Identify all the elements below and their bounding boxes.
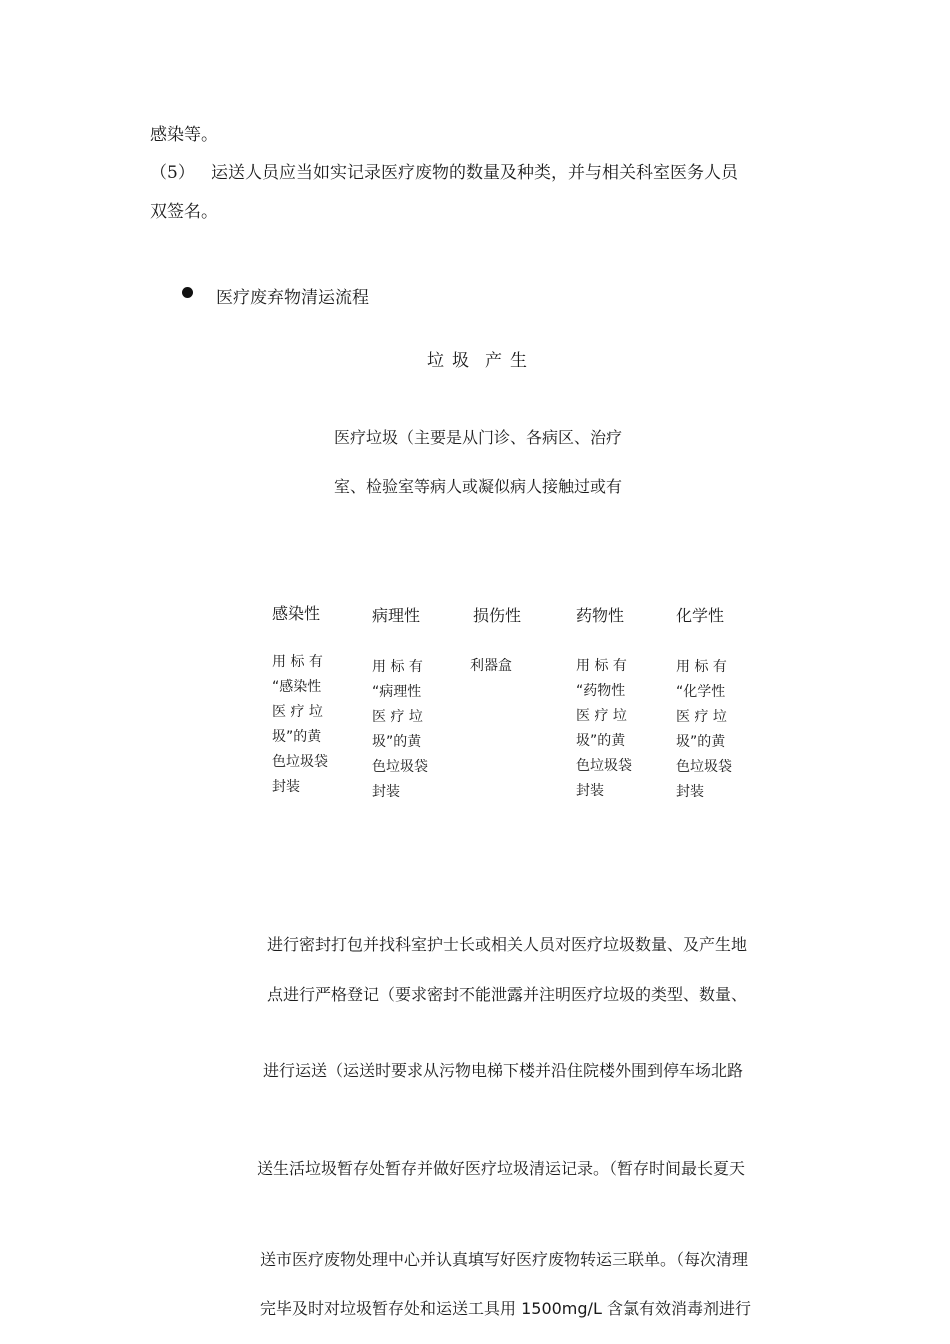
flow-source-line: 医疗垃圾（主要是从门诊、各病区、治疗 (334, 428, 623, 447)
flow-title-char: 生 (510, 351, 527, 371)
desc-line: 圾”的黄 (576, 733, 626, 749)
category-desc-pharmaceutical (576, 654, 646, 804)
desc-line: 医 疗 垃 (272, 704, 323, 720)
list-item-number: （5） (150, 163, 195, 183)
bullet-icon (182, 287, 193, 298)
desc-line: “化学性 (676, 684, 726, 700)
desc-line: 圾”的黄 (272, 729, 322, 745)
flow-step-transport: 进行运送（运送时要求从污物电梯下楼并沿住院楼外围到停车场北路 (263, 1061, 744, 1080)
desc-line: 圾”的黄 (372, 734, 422, 750)
desc-line: 封装 (676, 784, 704, 800)
desc-line: 色垃圾袋 (576, 758, 632, 774)
flow-step-handover: 完毕及时对垃圾暂存处和运送工具用 1500mg/L 含氯有效消毒剂进行 (260, 1299, 751, 1318)
desc-line: “感染性 (272, 679, 322, 695)
category-infectious: 感染性 (272, 604, 321, 623)
desc-line: 封装 (372, 784, 400, 800)
desc-line: 色垃圾袋 (272, 754, 328, 770)
desc-line: 封装 (576, 783, 604, 799)
flow-title (427, 346, 527, 371)
category-pharmaceutical: 药物性 (576, 606, 625, 625)
desc-line: 医 疗 垃 (576, 708, 627, 724)
flow-title-char: 产 (485, 351, 502, 371)
desc-line: 用 标 有 (576, 658, 627, 674)
desc-line: 色垃圾袋 (372, 759, 428, 775)
flow-title-char: 圾 (452, 351, 469, 371)
flow-step-storage: 送生活垃圾暂存处暂存并做好医疗垃圾清运记录。（暂存时间最长夏天 (257, 1159, 746, 1178)
desc-line: “病理性 (372, 684, 422, 700)
category-chemical: 化学性 (676, 606, 725, 625)
category-injurious: 损伤性 (473, 606, 522, 625)
desc-line: 用 标 有 (676, 659, 727, 675)
flow-source-line: 室、检验室等病人或凝似病人接触过或有 (334, 477, 623, 496)
list-item-text: 运送人员应当如实记录医疗废物的数量及种类，并与相关科室医务人员 (211, 163, 738, 183)
desc-line: 医 疗 垃 (372, 709, 423, 725)
paragraph-line-end: 双签名。 (150, 202, 218, 222)
section-heading: 医疗废弃物清运流程 (216, 288, 369, 308)
category-pathological: 病理性 (372, 606, 421, 625)
category-desc-pathological (372, 655, 442, 805)
flow-step-handover: 送市医疗废物处理中心并认真填写好医疗废物转运三联单。（每次清理 (260, 1250, 749, 1269)
desc-line: 用 标 有 (272, 654, 323, 670)
flow-step-seal: 点进行严格登记（要求密封不能泄露并注明医疗垃圾的类型、数量、 (267, 985, 748, 1004)
category-desc-chemical (676, 655, 746, 805)
desc-line: 利器盒 (470, 658, 512, 674)
desc-line: 封装 (272, 779, 300, 795)
category-desc-infectious (272, 650, 342, 800)
desc-line: 用 标 有 (372, 659, 423, 675)
category-desc-injurious (470, 654, 540, 679)
desc-line: 色垃圾袋 (676, 759, 732, 775)
flow-title-char: 垃 (427, 351, 444, 371)
paragraph-line-continuation: 感染等。 (150, 125, 218, 145)
desc-line: 圾”的黄 (676, 734, 726, 750)
desc-line: 医 疗 垃 (676, 709, 727, 725)
flow-step-seal: 进行密封打包并找科室护士长或相关人员对医疗垃圾数量、及产生地 (267, 935, 748, 954)
desc-line: “药物性 (576, 683, 626, 699)
